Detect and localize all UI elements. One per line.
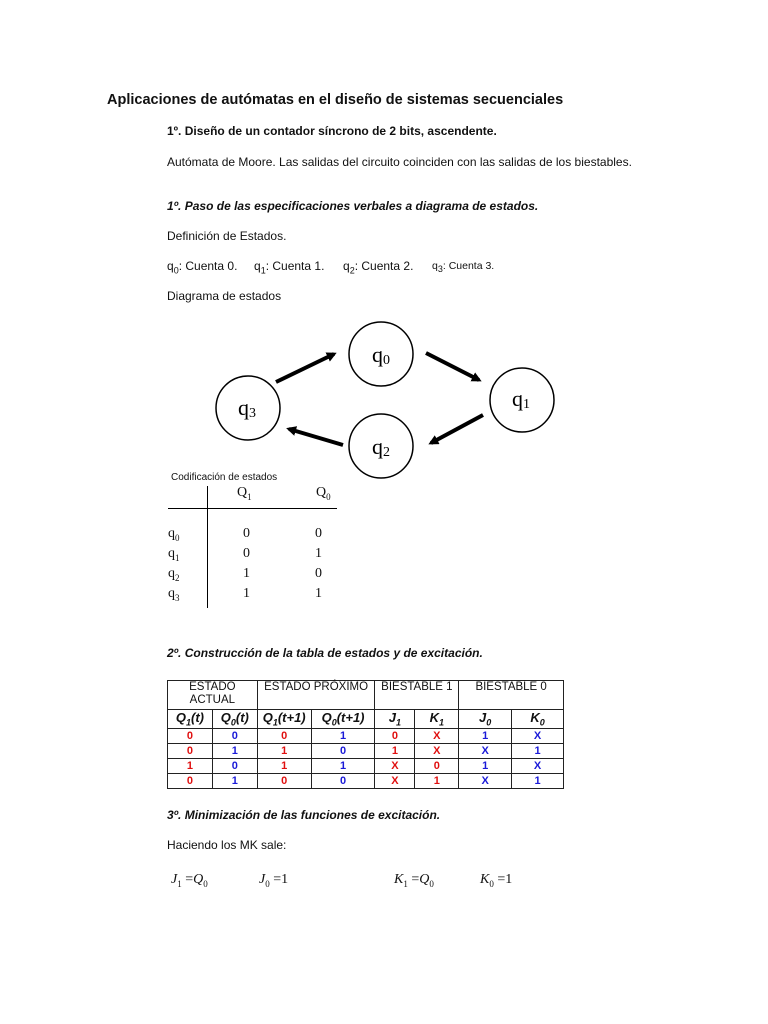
table-cell: 1	[168, 759, 213, 774]
coding-row-state: $q_2$	[168, 566, 180, 583]
table-cell: 1	[459, 729, 512, 744]
column-header: $K_1$	[415, 710, 459, 729]
column-header: $Q_0(t)$	[212, 710, 257, 729]
state-def-q2: $q_2$: Cuenta 2.	[343, 259, 414, 276]
mk-text: Haciendo los MK sale:	[167, 838, 287, 852]
table-cell: X	[375, 759, 415, 774]
column-header: $Q_0(t+1)$	[311, 710, 375, 729]
state-diagram	[0, 0, 768, 480]
table-cell: 1	[512, 744, 564, 759]
table-cell: 1	[311, 759, 375, 774]
column-header: $Q_1(t)$	[168, 710, 213, 729]
table-row	[168, 759, 564, 774]
table-row	[168, 744, 564, 759]
node-label-q2: q2	[372, 434, 390, 460]
node-label-q0: q0	[372, 342, 390, 368]
formula-j0: $J_0 =1$	[259, 872, 289, 889]
coding-row-state: $q_3$	[168, 586, 180, 603]
formula-k1: $K_1 =Q_0$	[394, 872, 434, 889]
step1-title: 1º. Paso de las especificaciones verbales a diagrama de estados.	[167, 199, 539, 213]
coding-horizontal-divider	[168, 508, 337, 509]
table-cell: 1	[512, 774, 564, 789]
step3-title: 3º. Minimización de las funciones de excitación.	[167, 808, 441, 822]
column-header: $K_0$	[512, 710, 564, 729]
transition-arrow-q1-q2	[431, 415, 483, 443]
coding-row-state: $q_0$	[168, 526, 180, 543]
table-cell: 1	[311, 729, 375, 744]
state-def-q1: $q_1$: Cuenta 1.	[254, 259, 325, 276]
table-cell: X	[512, 759, 564, 774]
coding-row-q1: 0	[243, 526, 250, 541]
group-header-current-state: ESTADO ACTUAL	[168, 681, 258, 710]
excitation-table	[167, 680, 564, 789]
column-header: $J_1$	[375, 710, 415, 729]
coding-row-q0: 0	[315, 566, 322, 581]
table-cell: X	[375, 774, 415, 789]
table-cell: 0	[168, 729, 213, 744]
diagram-label: Diagrama de estados	[167, 289, 282, 303]
intro-text: Autómata de Moore. Las salidas del circuito coinciden con las salidas de los biestables.	[167, 155, 632, 169]
state-def-q3: $q_3$: Cuenta 3.	[432, 260, 495, 275]
node-label-q3: q3	[238, 395, 256, 421]
column-header: $Q_1(t+1)$	[257, 710, 311, 729]
coding-header-q0: $Q_0$	[316, 485, 331, 502]
table-cell: 1	[257, 759, 311, 774]
group-header-next-state: ESTADO PRÓXIMO	[257, 681, 375, 710]
coding-row-q0: 1	[315, 586, 322, 601]
table-cell: X	[459, 744, 512, 759]
table-cell: 0	[415, 759, 459, 774]
coding-row-q1: 0	[243, 546, 250, 561]
states-definition-label: Definición de Estados.	[167, 229, 287, 243]
coding-header-q1: $Q_1$	[237, 485, 252, 502]
transition-arrow-q0-q1	[426, 353, 479, 380]
table-cell: 1	[375, 744, 415, 759]
table-row	[168, 774, 564, 789]
table-cell: 0	[311, 774, 375, 789]
node-label-q1: q1	[512, 386, 530, 412]
state-def-q0: $q_0$: Cuenta 0.	[167, 259, 238, 276]
coding-row-q1: 1	[243, 586, 250, 601]
table-cell: 0	[212, 729, 257, 744]
step2-title: 2º. Construcción de la tabla de estados y de excitación.	[167, 646, 483, 660]
table-cell: 0	[375, 729, 415, 744]
table-cell: X	[512, 729, 564, 744]
table-cell: 1	[212, 744, 257, 759]
transition-arrow-q3-q0	[276, 354, 334, 382]
coding-row-state: $q_1$	[168, 546, 180, 563]
transition-arrow-q2-q3	[289, 429, 343, 445]
group-header-flipflop-1: BIESTABLE 1	[375, 681, 459, 710]
column-header: $J_0$	[459, 710, 512, 729]
subtitle: 1º. Diseño de un contador síncrono de 2 bits, ascendente.	[167, 124, 497, 138]
table-cell: 1	[459, 759, 512, 774]
table-row	[168, 729, 564, 744]
table-cell: 0	[257, 774, 311, 789]
coding-row-q1: 1	[243, 566, 250, 581]
table-cell: X	[415, 729, 459, 744]
table-cell: X	[415, 744, 459, 759]
table-cell: X	[459, 774, 512, 789]
formula-j1: $J_1 =Q_0$	[171, 872, 208, 889]
table-cell: 1	[257, 744, 311, 759]
table-cell: 1	[415, 774, 459, 789]
table-cell: 0	[168, 744, 213, 759]
page-heading: Aplicaciones de autómatas en el diseño de sistemas secuenciales	[107, 92, 564, 108]
table-cell: 1	[212, 774, 257, 789]
coding-row-q0: 0	[315, 526, 322, 541]
coding-vertical-divider	[207, 486, 208, 608]
table-cell: 0	[257, 729, 311, 744]
table-cell: 0	[168, 774, 213, 789]
coding-row-q0: 1	[315, 546, 322, 561]
formula-k0: $K_0 =1$	[480, 872, 513, 889]
coding-title: Codificación de estados	[171, 472, 278, 483]
table-cell: 0	[311, 744, 375, 759]
table-cell: 0	[212, 759, 257, 774]
group-header-flipflop-0: BIESTABLE 0	[459, 681, 564, 710]
